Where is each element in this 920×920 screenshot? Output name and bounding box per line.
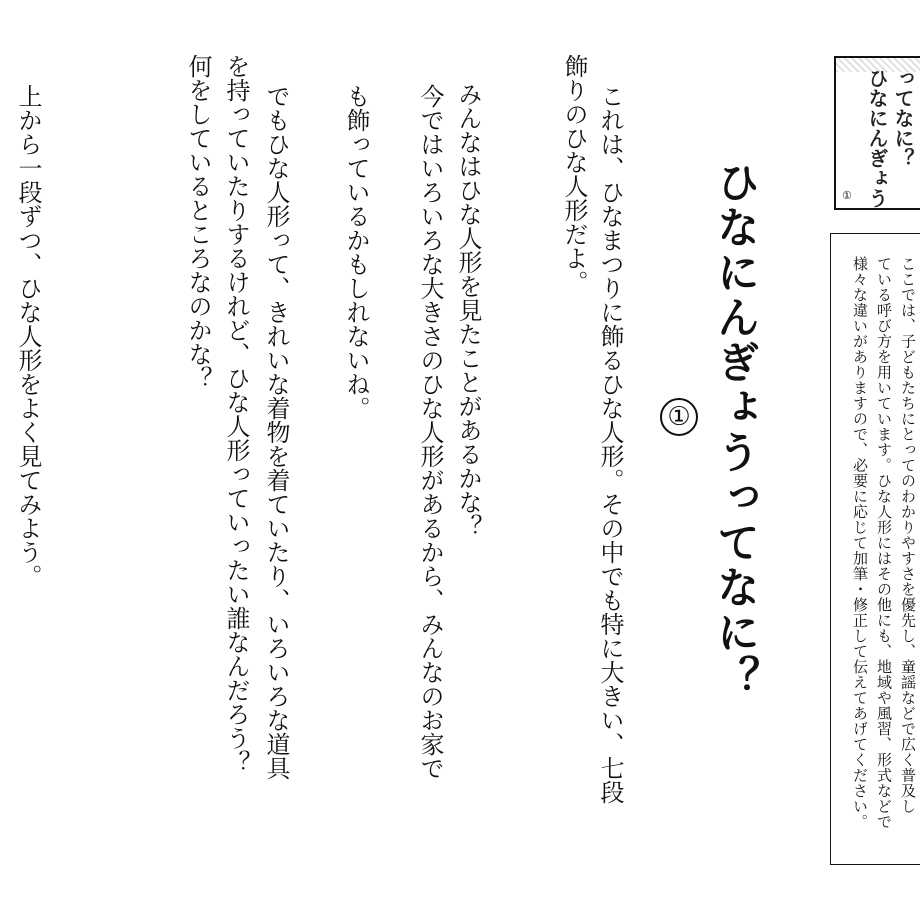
paragraph-1-line-1: これは、ひなまつりに飾るひな人形。その中でも特に大きい、七段 xyxy=(596,84,624,804)
paragraph-2-line-1: みんなはひな人形を見たことがあるかな？ xyxy=(454,82,482,538)
title-panel xyxy=(834,56,920,210)
paragraph-3-line-2: を持っていたりするけれど、ひな人形っていったい誰なんだろう？ xyxy=(222,54,250,774)
title-panel-line2: ってなに？ xyxy=(891,68,915,168)
paragraph-3-line-3: 何をしているところなのかな？ xyxy=(184,54,212,390)
note-line-1: ここでは、子どもたちにとってのわかりやすさを優先し、童謡などで広く普及し xyxy=(899,256,917,814)
title-panel-line1: ひなにんぎょう xyxy=(865,68,889,208)
page-title: ひなにんぎょうってなに？ xyxy=(710,160,760,700)
paragraph-4-line-1: 上から一段ずつ、ひな人形をよく見てみよう。 xyxy=(14,84,42,588)
section-number-badge: ① xyxy=(660,398,698,436)
paragraph-1-line-2: 飾りのひな人形だよ。 xyxy=(560,54,588,294)
note-line-2: ている呼び方を用いています。ひな人形にはその他にも、地域や風習、形式などで xyxy=(875,256,893,830)
paragraph-2-line-3: も飾っているかもしれないね。 xyxy=(342,84,370,420)
paragraph-3-line-1: でもひな人形って、きれいな着物を着ていたり、いろいろな道具 xyxy=(262,84,290,780)
note-line-3: 様々な違いがありますので、必要に応じて加筆・修正して伝えてあげてください。 xyxy=(851,256,869,830)
paragraph-2-line-2: 今ではいろいろな大きさのひな人形があるから、みんなのお家で xyxy=(416,84,444,780)
title-panel-number: ① xyxy=(842,189,852,202)
teacher-note-panel xyxy=(830,233,920,865)
